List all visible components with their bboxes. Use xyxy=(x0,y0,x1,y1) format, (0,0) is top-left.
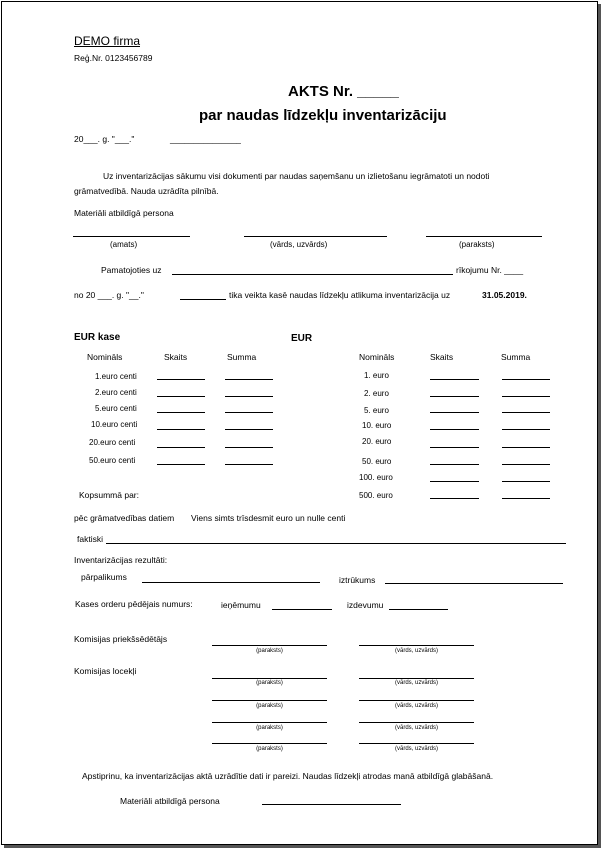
cents-row-label: 5.euro centi xyxy=(95,404,137,413)
members-label: Komisijas locekļi xyxy=(74,666,137,676)
name-caption: (vārds, uzvārds) xyxy=(394,648,438,654)
euro-row-label: 2. euro xyxy=(364,389,389,398)
cents-summa-line xyxy=(225,396,273,397)
header-summa-right: Summa xyxy=(501,352,531,362)
income-label: ieņēmumu xyxy=(221,600,261,610)
euro-row-label: 100. euro xyxy=(359,473,393,482)
shortage-line xyxy=(385,583,563,584)
name-caption: (vārds, uzvārds) xyxy=(394,703,438,709)
signature-caption: (paraksts) xyxy=(256,680,283,686)
actual-label: faktiski xyxy=(77,534,103,544)
chair-signature-line xyxy=(212,645,327,646)
eur-title: EUR xyxy=(291,333,313,344)
euro-summa-line xyxy=(502,464,550,465)
euro-skaits-line xyxy=(430,429,479,430)
total-label: Kopsummā par: xyxy=(79,490,139,500)
results-label: Inventarizācijas rezultāti: xyxy=(74,555,168,565)
euro-row-label: 5. euro xyxy=(364,406,389,415)
responsible-label: Materiāli atbildīgā persona xyxy=(74,208,174,218)
bookkeeping-value: Viens simts trīsdesmit euro un nulle centi xyxy=(191,513,346,523)
position-caption: (amats) xyxy=(110,240,138,249)
cents-row-label: 10.euro centi xyxy=(91,420,138,429)
euro-summa-line xyxy=(502,498,550,499)
member-signature-line xyxy=(212,722,327,723)
cents-skaits-line xyxy=(157,429,205,430)
euro-summa-line xyxy=(502,447,550,448)
euro-row-label: 500. euro xyxy=(359,491,393,500)
inventory-date: 31.05.2019. xyxy=(482,290,527,300)
cents-summa-line xyxy=(225,379,273,380)
cents-row-label: 20.euro centi xyxy=(89,438,136,447)
shortage-label: iztrūkums xyxy=(339,575,376,585)
name-caption: (vārds, uzvārds) xyxy=(270,240,328,249)
cents-summa-line xyxy=(225,464,273,465)
orders-label: Kases orderu pēdējais numurs: xyxy=(75,599,193,609)
confirmation-signature-line xyxy=(262,804,401,805)
header-skaits-left: Skaits xyxy=(164,352,188,362)
name-caption: (vārds, uzvārds) xyxy=(394,746,438,752)
basis-suffix: rīkojumu Nr. ____ xyxy=(456,265,524,275)
basis-line xyxy=(172,274,453,275)
confirmation-text: Apstiprinu, ka inventarizācijas aktā uzrādītie dati ir pareizi. Naudas līdzekļi atrodas manā atbildīgā glabāšanā. xyxy=(82,771,494,781)
header-summa-left: Summa xyxy=(227,352,257,362)
signature-caption: (paraksts) xyxy=(256,746,283,752)
euro-summa-line xyxy=(502,379,550,380)
act-date-prefix: 20___. g. "___." xyxy=(74,134,135,144)
member-signature-line xyxy=(212,678,327,679)
euro-skaits-line xyxy=(430,464,479,465)
member-signature-line xyxy=(212,743,327,744)
surplus-label: pārpalikums xyxy=(81,572,127,582)
euro-skaits-line xyxy=(430,396,479,397)
performed-blank xyxy=(180,299,226,300)
income-line xyxy=(272,609,332,610)
confirmation-person-label: Materiāli atbildīgā persona xyxy=(120,796,220,806)
signature-caption: (paraksts) xyxy=(256,648,283,654)
euro-row-label: 10. euro xyxy=(362,421,392,430)
bookkeeping-label: pēc grāmatvedības datiem xyxy=(74,513,175,523)
expense-line xyxy=(389,609,448,610)
expense-label: izdevumu xyxy=(347,600,384,610)
cents-summa-line xyxy=(225,429,273,430)
act-subtitle: par naudas līdzekļu inventarizāciju xyxy=(199,107,447,124)
performed-prefix: no 20 ___. g. "__." xyxy=(74,290,144,300)
chair-name-line xyxy=(359,645,474,646)
name-caption: (vārds, uzvārds) xyxy=(394,725,438,731)
basis-prefix: Pamatojoties uz xyxy=(101,265,162,275)
act-title: AKTS Nr. _____ xyxy=(288,83,399,100)
position-line xyxy=(73,236,190,237)
euro-summa-line xyxy=(502,481,550,482)
signature-caption: (paraksts) xyxy=(256,703,283,709)
member-name-line xyxy=(359,743,474,744)
signature-line xyxy=(426,236,542,237)
cents-summa-line xyxy=(225,412,273,413)
cents-skaits-line xyxy=(157,464,205,465)
cents-skaits-line xyxy=(157,396,205,397)
actual-line xyxy=(106,543,566,544)
euro-skaits-line xyxy=(430,447,479,448)
euro-row-label: 20. euro xyxy=(362,437,392,446)
euro-summa-line xyxy=(502,429,550,430)
signature-caption: (paraksts) xyxy=(459,240,495,249)
intro-line-1: Uz inventarizācijas sākumu visi dokumenti par naudas saņemšanu un izlietošanu iegrāmatoti un nodoti xyxy=(103,171,490,181)
euro-skaits-line xyxy=(430,412,479,413)
intro-line-2: grāmatvedībā. Nauda uzrādīta pilnībā. xyxy=(74,186,219,196)
member-name-line xyxy=(359,700,474,701)
surplus-line xyxy=(142,582,320,583)
header-nominals-right: Nomināls xyxy=(359,352,395,362)
member-signature-line xyxy=(212,700,327,701)
act-date-blank: _______________ xyxy=(170,134,241,144)
performed-middle: tika veikta kasē naudas līdzekļu atlikuma inventarizācija uz xyxy=(229,290,451,300)
signature-caption: (paraksts) xyxy=(256,725,283,731)
eur-kase-title: EUR kase xyxy=(74,332,121,343)
name-caption: (vārds, uzvārds) xyxy=(394,680,438,686)
cents-skaits-line xyxy=(157,447,205,448)
company-name: DEMO firma xyxy=(74,34,140,48)
header-nominals-left: Nomināls xyxy=(87,352,123,362)
euro-skaits-line xyxy=(430,481,479,482)
chair-label: Komisijas priekšsēdētājs xyxy=(74,634,168,644)
cents-skaits-line xyxy=(157,379,205,380)
name-line xyxy=(244,236,387,237)
header-skaits-right: Skaits xyxy=(430,352,454,362)
cents-summa-line xyxy=(225,447,273,448)
cents-row-label: 1.euro centi xyxy=(95,372,137,381)
member-name-line xyxy=(359,678,474,679)
euro-row-label: 50. euro xyxy=(362,457,392,466)
euro-skaits-line xyxy=(430,379,479,380)
member-name-line xyxy=(359,722,474,723)
euro-summa-line xyxy=(502,412,550,413)
euro-summa-line xyxy=(502,396,550,397)
euro-row-label: 1. euro xyxy=(364,371,389,380)
cents-skaits-line xyxy=(157,412,205,413)
euro-skaits-line xyxy=(430,498,479,499)
company-reg-number: Reģ.Nr. 0123456789 xyxy=(74,53,153,63)
cents-row-label: 50.euro centi xyxy=(89,456,136,465)
cents-row-label: 2.euro centi xyxy=(95,388,137,397)
